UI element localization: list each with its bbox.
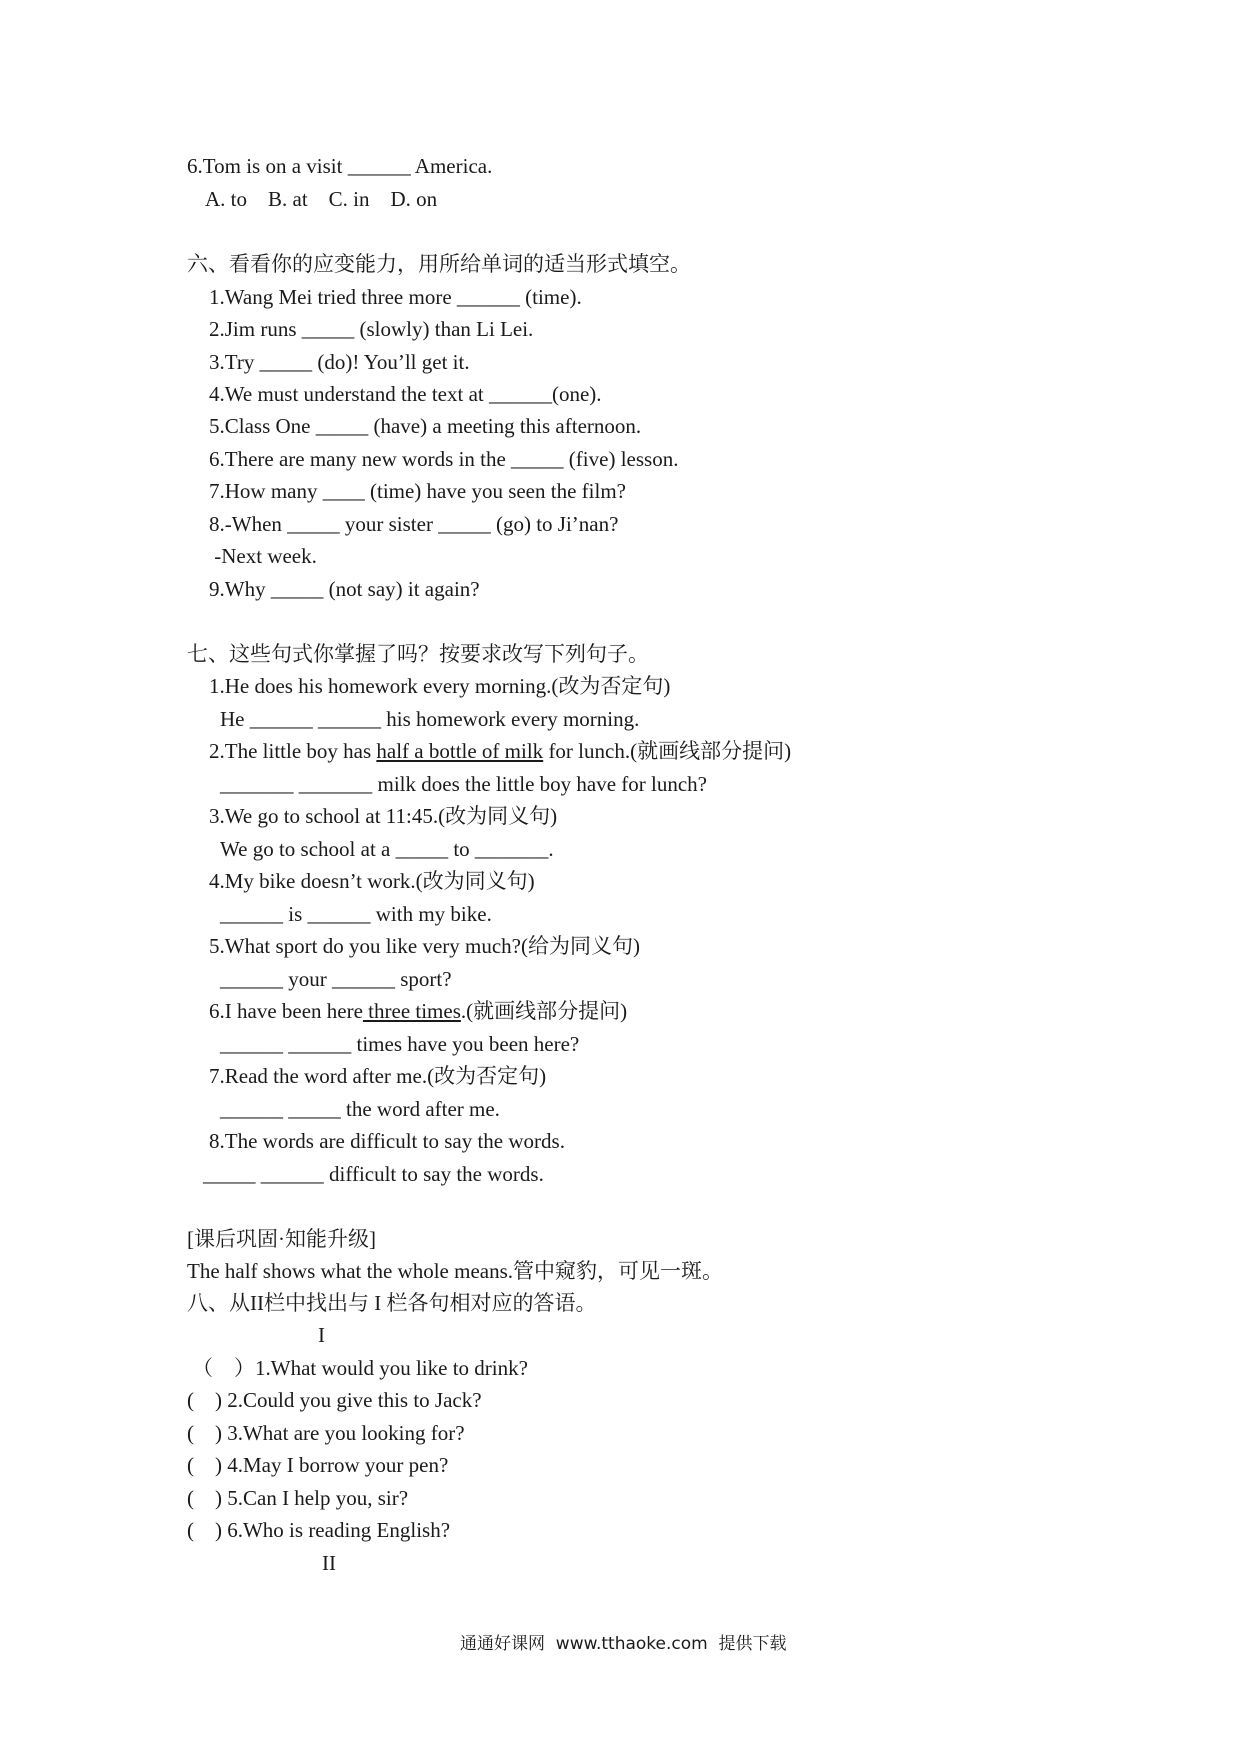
section-6-item: -Next week.: [209, 544, 317, 568]
proverb: The half shows what the whole means.管中窥豹，可见一斑。: [187, 1259, 724, 1283]
section-7-q1-answer: He ______ ______ his homework every morning.: [220, 707, 640, 731]
section-8-item: ( ) 6.Who is reading English?: [187, 1518, 451, 1542]
section-6-item: 6.There are many new words in the _____ (five) lesson.: [209, 447, 679, 471]
section-7-q8-answer: _____ ______ difficult to say the words.: [203, 1162, 544, 1186]
section-7-q1: 1.He does his homework every morning.(改为否定句): [209, 674, 671, 698]
underlined-phrase: three times: [362, 999, 461, 1023]
column-2-label: II: [322, 1551, 336, 1575]
section-6-item: 3.Try _____ (do)! You’ll get it.: [209, 350, 470, 374]
section-8-item: ( ) 4.May I borrow your pen?: [187, 1453, 449, 1477]
section-8-item: （ ）1.What would you like to drink?: [192, 1356, 528, 1380]
section-7-q2: 2.The little boy has half a bottle of milk for lunch.(就画线部分提问): [209, 739, 792, 763]
section-7-q5-answer: ______ your ______ sport?: [220, 967, 452, 991]
section-7-q3: 3.We go to school at 11:45.(改为同义句): [209, 804, 558, 828]
section-7-heading: 七、这些句式你掌握了吗？按要求改写下列句子。: [187, 642, 649, 666]
section-6-item: 8.-When _____ your sister _____ (go) to Ji’nan?: [209, 512, 619, 536]
underlined-phrase: half a bottle of milk: [376, 739, 544, 763]
section-6-heading: 六、看看你的应变能力，用所给单词的适当形式填空。: [187, 252, 691, 276]
section-8-heading: 八、从II栏中找出与 I 栏各句相对应的答语。: [187, 1291, 597, 1315]
question-6-options: A. to B. at C. in D. on: [205, 187, 438, 211]
section-8-item: ( ) 5.Can I help you, sir?: [187, 1486, 409, 1510]
section-7-q7-answer: ______ _____ the word after me.: [220, 1097, 500, 1121]
section-6-item: 1.Wang Mei tried three more ______ (time).: [209, 285, 582, 309]
section-7-q2-answer: _______ _______ milk does the little boy have for lunch?: [220, 772, 707, 796]
section-7-q8: 8.The words are difficult to say the words.: [209, 1129, 565, 1153]
section-6-item: 5.Class One _____ (have) a meeting this afternoon.: [209, 414, 642, 438]
section-7-q5: 5.What sport do you like very much?(给为同义句): [209, 934, 640, 958]
section-8-item: ( ) 3.What are you looking for?: [187, 1421, 465, 1445]
section-7-q6-answer: ______ ______ times have you been here?: [220, 1032, 580, 1056]
column-1-label: I: [318, 1323, 325, 1347]
section-6-item: 7.How many ____ (time) have you seen the film?: [209, 479, 626, 503]
section-7-q7: 7.Read the word after me.(改为否定句): [209, 1064, 547, 1088]
section-7-q4: 4.My bike doesn’t work.(改为同义句): [209, 869, 535, 893]
section-7-q3-answer: We go to school at a _____ to _______.: [220, 837, 554, 861]
section-7-q4-answer: ______ is ______ with my bike.: [220, 902, 492, 926]
after-class-heading: [课后巩固·知能升级]: [187, 1227, 376, 1251]
question-6-stem: 6.Tom is on a visit ______ America.: [187, 154, 493, 178]
page-footer: 通通好课网 www.tthaoke.com 提供下载: [460, 1634, 787, 1654]
section-6-item: 9.Why _____ (not say) it again?: [209, 577, 480, 601]
section-8-item: ( ) 2.Could you give this to Jack?: [187, 1388, 482, 1412]
section-6-item: 2.Jim runs _____ (slowly) than Li Lei.: [209, 317, 534, 341]
section-7-q6: 6.I have been here three times.(就画线部分提问): [209, 999, 628, 1023]
section-6-item: 4.We must understand the text at ______(one).: [209, 382, 602, 406]
